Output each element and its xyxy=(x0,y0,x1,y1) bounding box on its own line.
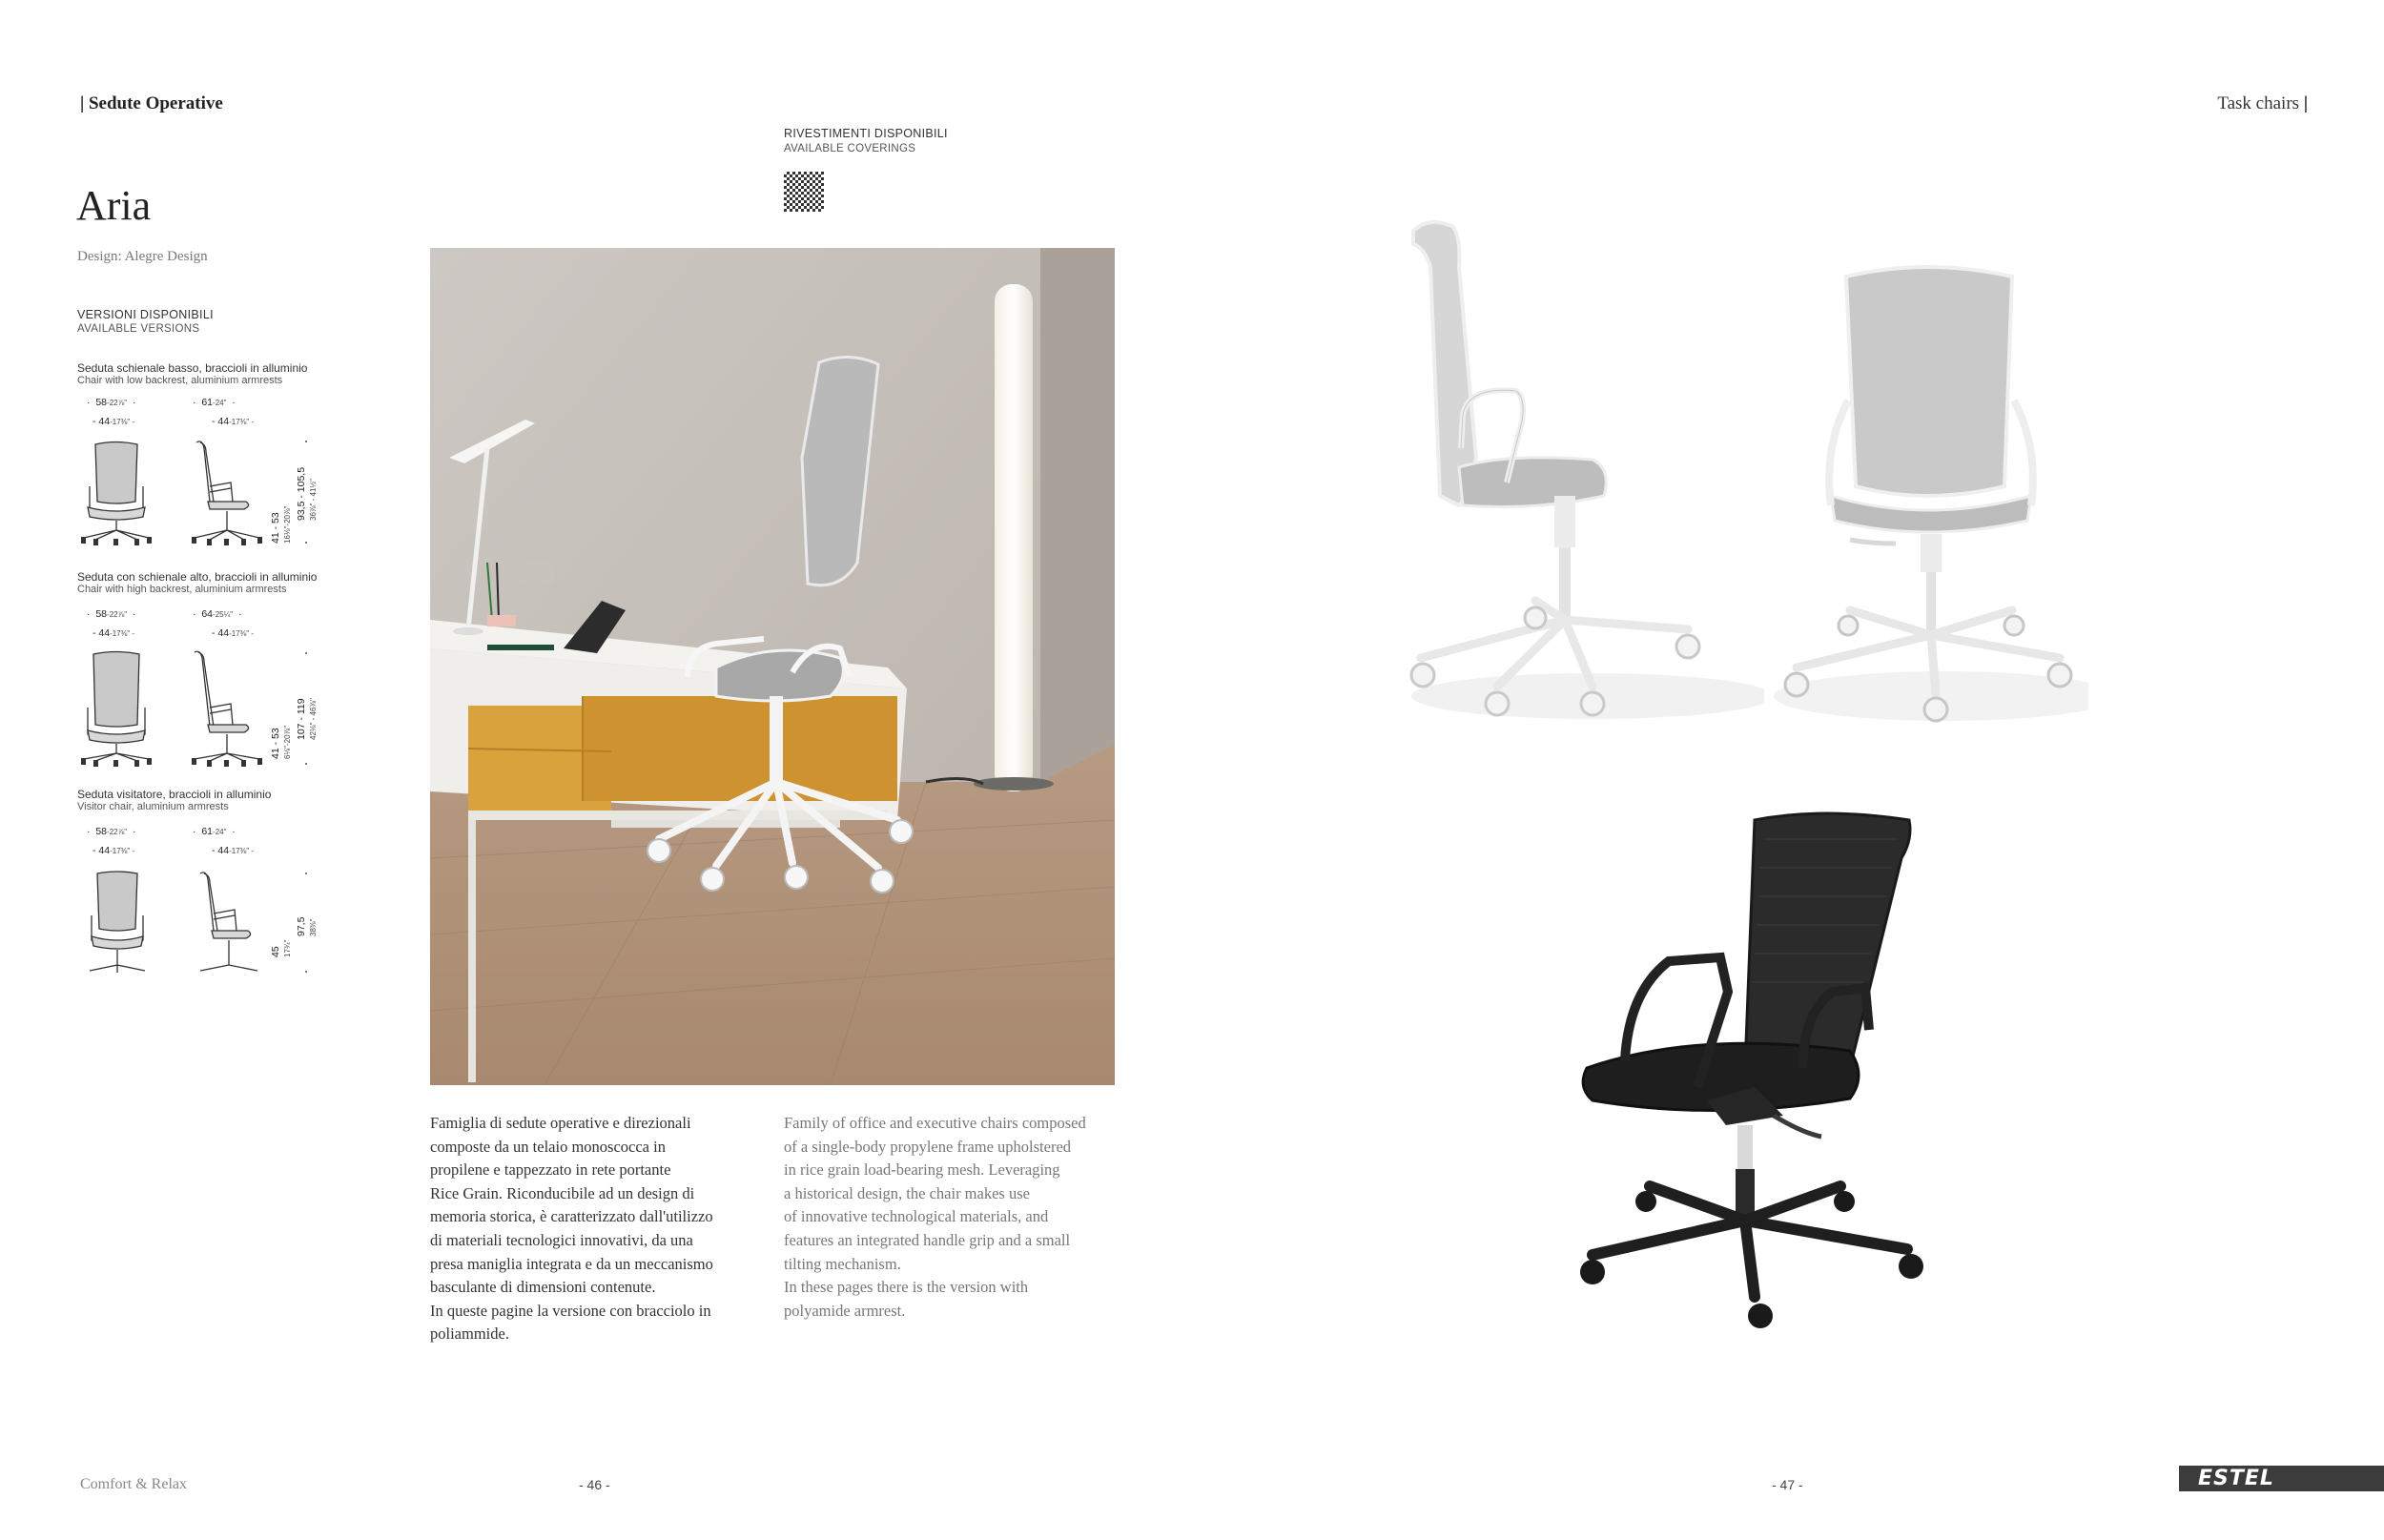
versions-label-en: AVAILABLE VERSIONS xyxy=(77,323,200,335)
version-1-title-it: Seduta schienale basso, braccioli in alluminio xyxy=(77,361,308,375)
chair-side-drawing-high xyxy=(189,650,265,767)
product-name: Aria xyxy=(76,182,152,229)
dim-value: 61 xyxy=(201,397,214,408)
version-3-front-width: · 58-22⅞" · xyxy=(87,826,136,837)
description-it-line: Rice Grain. Riconducibile ad un design di xyxy=(430,1183,695,1202)
version-3-total-height xyxy=(296,917,319,936)
version-1-front-width: · 58-22⅞" · xyxy=(87,397,136,408)
versions-label-it: VERSIONI DISPONIBILI xyxy=(77,308,214,321)
version-2-side-width: · 64-25¼" · xyxy=(193,608,242,620)
version-2-front-depth xyxy=(92,627,134,639)
dim-inches: -24" xyxy=(213,399,227,407)
dim-tick xyxy=(305,873,307,874)
coverings-label-it: RIVESTIMENTI DISPONIBILI xyxy=(784,127,948,140)
dim-inches: 6⅛"-20⅞" xyxy=(283,725,292,759)
version-2-front-width: · 58-22⅞" · xyxy=(87,608,136,620)
dim-value: 61 xyxy=(201,826,214,837)
dim-inches: 16⅛"-20⅞" xyxy=(283,505,292,544)
dim-value: 64 xyxy=(201,608,214,620)
product-photo-side-white xyxy=(1402,210,1764,725)
coverings-label-en: AVAILABLE COVERINGS xyxy=(784,143,916,154)
version-2-total-height xyxy=(296,698,319,740)
dim-value: - 44 xyxy=(212,627,230,639)
description-it-line: In queste pagine la versione con bracciolo in xyxy=(430,1301,711,1320)
description-it-line: poliammide. xyxy=(430,1324,509,1344)
description-en-line: of a single-body propylene frame upholstered xyxy=(784,1137,1072,1156)
version-1-front-depth xyxy=(92,416,134,427)
dim-inches: -17⅜" - xyxy=(229,629,255,638)
description-en-line: in rice grain load-bearing mesh. Leveraging xyxy=(784,1160,1060,1180)
title-bar-right: | xyxy=(2303,93,2308,113)
dim-inches: -25¼" xyxy=(213,610,234,619)
dim-value: 93,5 - 105,5 xyxy=(296,466,307,521)
description-it xyxy=(430,1112,773,1346)
description-en xyxy=(784,1112,1127,1323)
section-title-en-text: Task chairs xyxy=(2217,93,2300,113)
dim-inches: -17⅜" - xyxy=(229,847,255,855)
brand-logo xyxy=(2179,1466,2384,1491)
description-it-line: basculante di dimensioni contenute. xyxy=(430,1278,656,1297)
description-en-line: In these pages there is the version with xyxy=(784,1278,1029,1297)
dim-tick xyxy=(305,542,307,544)
title-bar-left: | xyxy=(80,93,85,113)
dim-value: - 44 xyxy=(212,416,230,427)
description-en-line: of innovative technological materials, and xyxy=(784,1207,1049,1226)
description-en-line: polyamide armrest. xyxy=(784,1301,906,1320)
version-2-title-it: Seduta con schienale alto, braccioli in alluminio xyxy=(77,570,318,584)
product-designer: Design: Alegre Design xyxy=(77,249,208,264)
version-1 xyxy=(77,361,307,386)
dim-value: 41 - 53 xyxy=(270,512,281,544)
covering-swatch xyxy=(784,172,824,212)
dim-value: 41 - 53 xyxy=(270,728,281,759)
dim-inches: -17⅜" - xyxy=(229,418,255,426)
dim-value: - 44 xyxy=(92,845,111,856)
description-it-line: memoria storica, è caratterizzato dall'utilizzo xyxy=(430,1207,713,1226)
dim-value: 97,5 xyxy=(296,916,307,936)
version-3-side-depth xyxy=(212,845,254,856)
version-3-title-en: Visitor chair, aluminium armrests xyxy=(77,801,229,812)
description-en-line: tilting mechanism. xyxy=(784,1254,901,1273)
dim-value: - 44 xyxy=(92,627,111,639)
dim-inches: -17⅜" - xyxy=(110,418,135,426)
description-en-line: a historical design, the chair makes use xyxy=(784,1183,1030,1202)
section-title-it-text: Sedute Operative xyxy=(88,93,223,113)
chair-front-drawing-high xyxy=(78,650,154,767)
dim-tick xyxy=(305,652,307,654)
product-photo-front-white xyxy=(1774,257,2088,725)
dim-value: - 44 xyxy=(92,416,111,427)
page-number-right: - 47 - xyxy=(1772,1477,1803,1492)
dim-value: - 44 xyxy=(212,845,230,856)
dim-value: 58 xyxy=(95,397,108,408)
dim-inches: -22⅞" xyxy=(107,828,128,836)
version-2-side-depth xyxy=(212,627,254,639)
version-3 xyxy=(77,788,271,812)
description-it-line: propilene e tappezzato in rete portante xyxy=(430,1160,671,1180)
brand-logo-text: ESTEL xyxy=(2198,1467,2274,1490)
footer-collection: Comfort & Relax xyxy=(80,1476,187,1492)
version-1-seat-height xyxy=(270,506,293,544)
section-title-it xyxy=(80,93,223,114)
version-1-side-width: · 61-24" · xyxy=(193,397,236,408)
dim-inches: -22⅞" xyxy=(107,610,128,619)
dim-value: 107 - 119 xyxy=(296,698,307,740)
chair-front-drawing-low xyxy=(78,439,154,545)
description-it-line: presa maniglia integrata e da un meccanismo xyxy=(430,1254,713,1273)
version-2-seat-height xyxy=(270,726,293,759)
dim-inches: 17¾" xyxy=(283,939,292,957)
dim-inches: -24" xyxy=(213,828,227,836)
version-3-seat-height xyxy=(270,940,293,957)
version-1-side-depth xyxy=(212,416,254,427)
dim-inches: -22⅞" xyxy=(107,399,128,407)
description-en-line: Family of office and executive chairs composed xyxy=(784,1114,1086,1132)
chair-side-drawing-low xyxy=(189,439,265,545)
dim-tick xyxy=(305,441,307,442)
dim-inches: 38⅜" xyxy=(309,918,318,936)
product-photo-black xyxy=(1564,801,1964,1335)
ambient-photo xyxy=(430,248,1115,1085)
chair-side-drawing-visitor xyxy=(195,870,261,975)
dim-value: 58 xyxy=(95,826,108,837)
description-en-line: features an integrated handle grip and a small xyxy=(784,1230,1071,1249)
version-3-front-depth xyxy=(92,845,134,856)
page-number-left: - 46 - xyxy=(579,1477,610,1492)
version-2-title-en: Chair with high backrest, aluminium armrests xyxy=(77,584,287,595)
description-it-line: Famiglia di sedute operative e direzionali xyxy=(430,1114,691,1132)
version-3-side-width: · 61-24" · xyxy=(193,826,236,837)
version-1-title-en: Chair with low backrest, aluminium armrests xyxy=(77,375,283,386)
dim-inches: -17⅜" - xyxy=(110,847,135,855)
version-1-total-height xyxy=(296,467,319,521)
dim-tick xyxy=(305,763,307,765)
dim-value: 58 xyxy=(95,608,108,620)
dim-tick xyxy=(305,971,307,973)
description-it-line: composte da un telaio monoscocca in xyxy=(430,1137,666,1156)
dim-inches: -17⅜" - xyxy=(110,629,135,638)
version-2 xyxy=(77,570,317,595)
chair-front-drawing-visitor xyxy=(84,870,151,975)
dim-value: 45 xyxy=(270,946,281,957)
section-title-en xyxy=(2217,93,2308,114)
description-it-line: di materiali tecnologici innovativi, da una xyxy=(430,1230,693,1249)
version-3-title-it: Seduta visitatore, braccioli in alluminio xyxy=(77,788,272,801)
dim-inches: 36⅞" - 41½" xyxy=(309,479,318,521)
dim-inches: 42⅛" - 46⅞" xyxy=(309,698,318,740)
